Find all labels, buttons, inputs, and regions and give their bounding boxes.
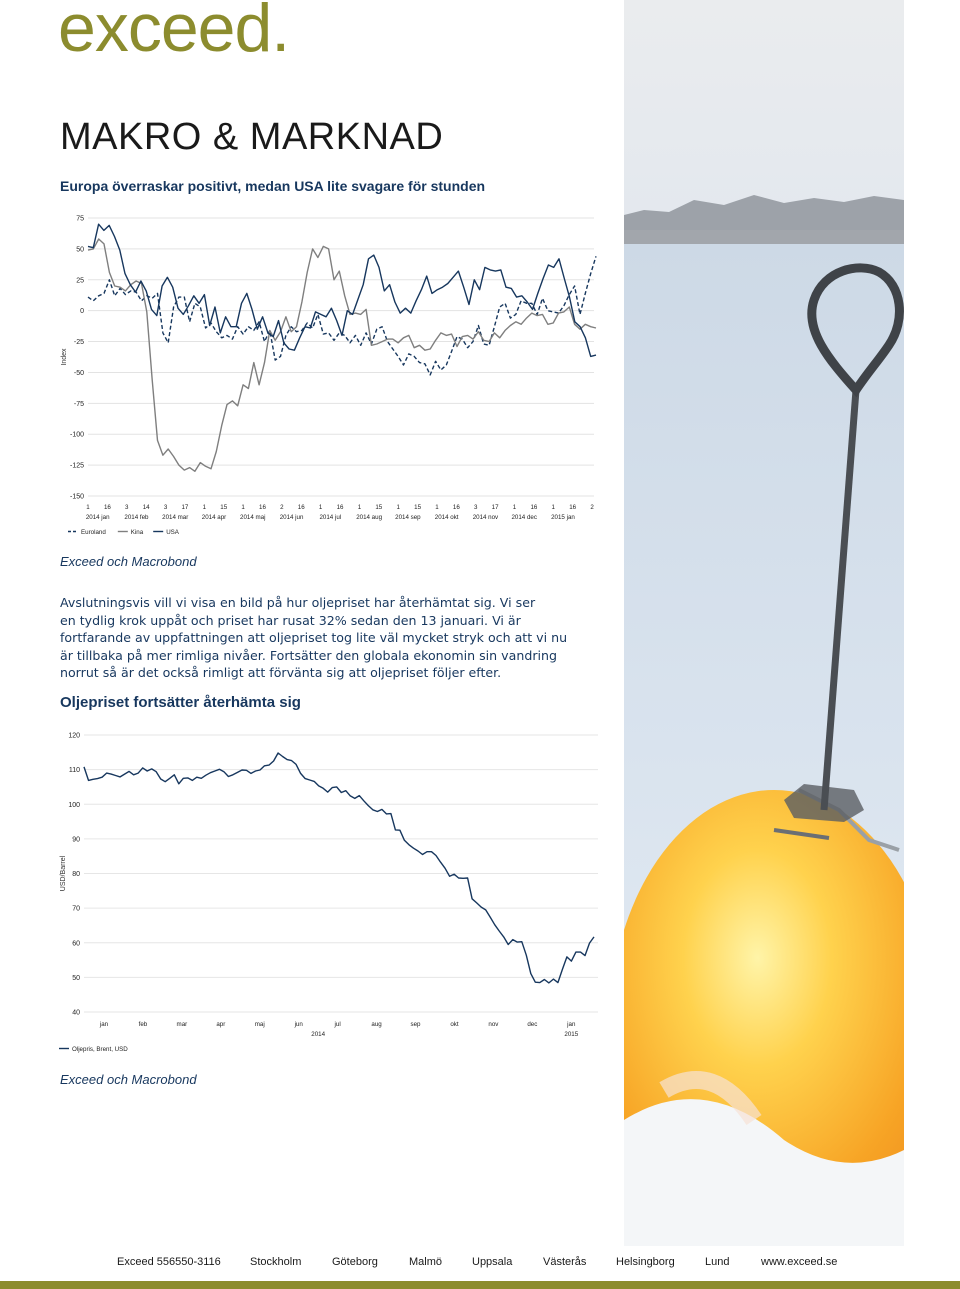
chart-source-2: Exceed och Macrobond [60,1072,197,1087]
x-tick-label: 16 [452,504,460,511]
y-tick-label: 40 [72,1009,80,1017]
x-group-label: 2015 [564,1031,579,1038]
footer-city-goteborg: Göteborg [332,1256,378,1268]
x-tick-label: 3 [125,504,129,511]
section-heading-oil: Oljepriset fortsätter återhämta sig [60,694,301,711]
footer-city-stockholm: Stockholm [250,1256,302,1268]
y-tick-label: 50 [76,246,84,254]
x-tick-label: 2 [590,504,594,511]
x-group-label: 2014 maj [240,514,266,521]
section-subtitle: Europa överraskar positivt, medan USA lite svagare för stunden [60,178,486,194]
footer-company: Exceed 556550-3116 [117,1256,221,1268]
chart-source-1: Exceed och Macrobond [60,554,197,569]
x-tick-label: 1 [202,504,207,511]
series-line-kina [88,239,596,471]
y-tick-label: 100 [68,801,80,809]
y-tick-label: 50 [72,974,80,982]
legend-label: Kina [130,529,144,536]
x-tick-label: 1 [86,504,90,511]
legend-label: USA [166,529,179,536]
x-tick-label: 1 [357,504,362,511]
y-tick-label: -25 [73,339,84,347]
x-tick-label: 16 [530,504,538,511]
x-tick-label: 1 [241,504,245,511]
paragraph-line: norrut så är det också rimligt att förvänta sig att oljepriset följer efter. [60,665,502,680]
x-group-label: 2014 jan [85,514,110,521]
x-group-label: 2014 dec [511,514,537,521]
y-axis-title: Index [61,348,68,366]
y-axis-title: USD/Barrel [60,855,67,892]
x-tick-label: jun [294,1021,303,1028]
x-tick-label: 1 [435,504,439,511]
x-group-label: 2014 jul [319,514,342,521]
y-tick-label: 110 [68,767,80,775]
x-tick-label: 1 [512,504,517,511]
footer-city-malmo: Malmö [409,1256,443,1268]
y-tick-label: 120 [68,732,80,740]
y-tick-label: -100 [69,431,84,439]
x-tick-label: 2 [280,504,284,511]
x-tick-label: 14 [142,504,150,511]
x-tick-label: apr [216,1021,226,1028]
x-tick-label: jan [567,1021,576,1028]
x-tick-label: maj [254,1021,265,1028]
y-tick-label: 25 [76,277,84,285]
index-line-chart [58,210,608,545]
x-tick-label: dec [527,1021,538,1028]
x-tick-label: 3 [163,504,168,511]
y-tick-label: 70 [72,905,80,913]
paragraph-line: en tydlig krok uppåt och priset har rusat 32% sedan den 13 januari. Vi är [60,612,521,628]
exceed-logo: exceed. [58,0,290,66]
x-tick-label: 15 [375,504,383,511]
x-tick-label: jul [334,1021,341,1028]
y-tick-label: 80 [72,871,80,878]
footer-city-vasteras: Västerås [543,1256,587,1268]
x-group-label: 2014 sep [395,514,421,521]
x-tick-label: jan [99,1021,109,1028]
x-tick-label: nov [488,1021,499,1028]
y-tick-label: -75 [73,400,84,408]
x-tick-label: sep [410,1021,421,1028]
x-tick-label: feb [138,1021,148,1028]
x-group-label: 2014 feb [124,514,149,521]
x-group-label: 2014 okt [434,514,459,521]
y-tick-label: -125 [69,462,84,470]
x-tick-label: 17 [181,504,189,511]
body-paragraph [60,594,630,682]
x-tick-label: 1 [396,504,400,511]
series-line-euroland [88,256,596,375]
paragraph-line: fortfarande av uppfattningen att oljepriset tog lite väl mycket stryk och att vi nu [60,630,568,645]
x-tick-label: 16 [569,504,577,511]
y-tick-label: -50 [73,369,84,377]
y-tick-label: 0 [80,308,84,316]
x-tick-label: 15 [220,504,228,511]
x-group-label: 2014 nov [472,514,499,521]
frozen-lake-buoy-photo [624,0,904,1246]
x-group-label: 2014 jun [279,514,304,521]
footer-city-lund: Lund [705,1256,730,1268]
footer-city-uppsala: Uppsala [472,1256,513,1268]
footer-website-link[interactable]: www.exceed.se [761,1256,838,1268]
page-title: MAKRO & MARKNAD [60,116,444,158]
paragraph-line: Avslutningsvis vill vi visa en bild på hur oljepriset har återhämtat sig. Vi ser [60,595,536,610]
x-tick-label: 17 [491,504,499,511]
x-group-label: 2014 [311,1031,326,1038]
x-group-label: 2014 aug [356,514,383,521]
y-tick-label: 60 [72,940,80,948]
x-group-label: 2014 apr [201,514,227,521]
y-tick-label: -150 [69,493,84,501]
footer-bar [0,1281,960,1289]
legend-label: Oljepris, Brent, USD [72,1046,128,1053]
footer-city-helsingborg: Helsingborg [616,1256,675,1268]
footer [0,1256,960,1272]
x-tick-label: okt [450,1021,459,1028]
x-tick-label: 16 [336,504,344,511]
x-tick-label: 1 [318,504,323,511]
series-line-oljepris-brent-usd [84,753,594,983]
y-tick-label: 75 [76,215,84,223]
x-tick-label: 1 [551,504,556,511]
x-group-label: 2015 jan [551,514,575,521]
paragraph-line: är tillbaka på mer rimliga nivåer. Fortsätter den globala ekonomin sin vandring [60,647,557,663]
x-tick-label: 16 [259,504,266,511]
y-tick-label: 90 [72,836,80,844]
x-group-label: 2014 mar [162,514,189,521]
x-tick-label: 3 [474,504,478,511]
x-tick-label: mar [176,1021,188,1028]
legend-label: Euroland [81,529,106,536]
oil-price-chart [58,728,608,1058]
series-line-usa [88,224,596,356]
x-tick-label: 16 [297,504,305,511]
x-tick-label: 15 [414,504,422,511]
x-tick-label: aug [371,1021,382,1028]
x-tick-label: 16 [103,504,111,511]
